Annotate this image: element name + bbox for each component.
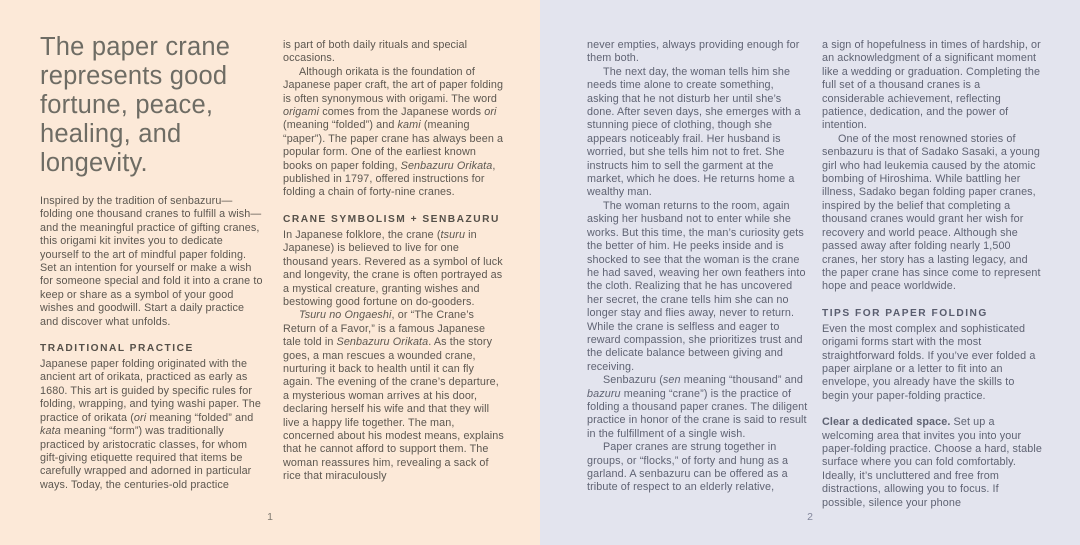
paragraph-continuation: a sign of hopefulness in times of hardship, or an acknowledgment of a significant moment like a wedding or graduation. Completing the full set of a thousand cranes is a considerable achievement, reflecting patience, dedication, and the power of intention. [822, 39, 1041, 132]
paragraph-flocks: Paper cranes are strung together in groups, or “flocks,” of forty and hung as a garland. A senbazuru can be offered as a tribute of respect to an elderly relative, [587, 441, 789, 494]
right-page [540, 0, 1080, 545]
paragraph-traditional-practice: Japanese paper folding originated with the ancient art of orikata, practiced as early as 1680. This art is guided by specific rules for folding, wrapping, and tying washi paper. The practice of orikata (ori meaning “folded” and kata meaning “form”) was traditionally practiced by aristocratic classes, for whom gift-giving etiquette required that items be carefully wrapped and adorned in particular ways. Today, the centuries-old practice [40, 358, 261, 491]
paragraph-orikata-origami: Although orikata is the foundation of Japanese paper craft, the art of paper folding is often synonymous with origami. The word origami comes from the Japanese words ori (meaning “folded”) and kami (meaning “paper”). The paper crane has always been a popular form. One of the earliest known books on paper folding, Senbazuru Orikata, published in 1797, offered instructions for folding a chain of forty-nine cranes. [283, 65, 504, 199]
paragraph-continuation: is part of both daily rituals and special occasions. [283, 39, 468, 65]
paragraph-clear-dedicated-space: Clear a dedicated space. Set up a welcoming area that invites you into your paper-folding practice. Choose a hard, stable surface where you can fold comfortably. Ideally, it’s uncluttered and free from distractions, allowing you to focus. If possible, silence your phone [822, 416, 1042, 509]
intro-paragraph: Inspired by the tradition of senbazuru—folding one thousand cranes to fulfill a wish—and the meaningful practice of gifting cranes, this origami kit invites you to dedicate yourself to the art of mindful paper folding. Set an intention for yourself or make a wish for someone special and fold it into a crane to keep or share as a symbol of your good wishes and goodwill. Start a daily practice and discover what unfolds. [40, 195, 263, 328]
left-page-number: 1 [267, 511, 273, 523]
paragraph-sadako-story: One of the most renowned stories of senbazuru is that of Sadako Sasaki, a young girl who had leukemia caused by the atomic bombing of Hiroshima. While battling her illness, Sadako began folding paper cranes, inspired by the belief that completing a thousand cranes would grant her wish for recovery and world peace. Although she passed away after folding nearly 1,500 cranes, her story has a lasting legacy, and the paper crane has since come to represent hope and peace worldwide. [822, 132, 1041, 293]
headline: The paper crane represents good fortune, peace, healing, and longevity. [40, 33, 231, 177]
paragraph-folklore: In Japanese folklore, the crane (tsuru in Japanese) is believed to live for one thousand years. Revered as a symbol of luck and longevity, the crane is often portrayed as a mystical creature, granting wishes and bestowing good fortune on do-gooders. [283, 228, 503, 308]
section-heading-traditional-practice: TRADITIONAL PRACTICE [40, 343, 194, 355]
left-page-column-1 [40, 33, 264, 492]
paragraph-crane-tale: Tsuru no Ongaeshi, or “The Crane’s Return of a Favor,” is a famous Japanese tale told in Senbazuru Orikata. As the story goes, a man rescues a wounded crane, nurturing it back to health until it can fly again. The evening of the crane’s departure, a mysterious woman arrives at his door, declaring herself his wife and that they will live a happy life together. The man, concerned about his modest means, explains that he cannot afford to support them. The woman reassures him, revealing a sack of rice that miraculously [283, 309, 504, 483]
right-page-column-2 [822, 39, 1044, 510]
paragraph-senbazuru-definition: Senbazuru (sen meaning “thousand” and bazuru meaning “crane”) is the practice of folding a thousand paper cranes. The diligent practice in honor of the crane is said to result in the fulfillment of a single wish. [587, 374, 808, 440]
right-page-number: 2 [807, 511, 813, 523]
paragraph-tips-intro: Even the most complex and sophisticated origami forms start with the most straightforward folds. If you’ve ever folded a paper airplane or a letter to fit into an envelope, you already have the skills to begin your paper-folding practice. [822, 322, 1036, 402]
paragraph-woman-returns: The woman returns to the room, again asking her husband not to enter while she works. But this time, the man’s curiosity gets the better of him. He peeks inside and is shocked to see that the woman is the crane he had saved, weaving her own feathers into the cloth. Realizing that he has uncovered her secret, the crane tells him she can no longer stay and flies away, never to return. While the crane is selfless and eager to reward compassion, she prioritizes trust and the delicate balance between giving and receiving. [587, 199, 806, 373]
section-heading-crane-symbolism: CRANE SYMBOLISM + SENBAZURU [283, 213, 500, 225]
paragraph-next-day: The next day, the woman tells him she needs time alone to create something, asking that he not disturb her until she’s done. After seven days, she emerges with a stunning piece of clothing, though she appears noticeably frail. Her husband is worried, but she tells him not to fret. She instructs him to sell the garment at the market, which he does. He returns home a wealthy man. [587, 65, 801, 199]
section-heading-tips-for-paper-folding: TIPS FOR PAPER FOLDING [822, 307, 988, 319]
paragraph-continuation: never empties, always providing enough for them both. [587, 39, 800, 65]
left-page-column-2 [283, 39, 504, 484]
right-page-column-1 [587, 39, 808, 495]
